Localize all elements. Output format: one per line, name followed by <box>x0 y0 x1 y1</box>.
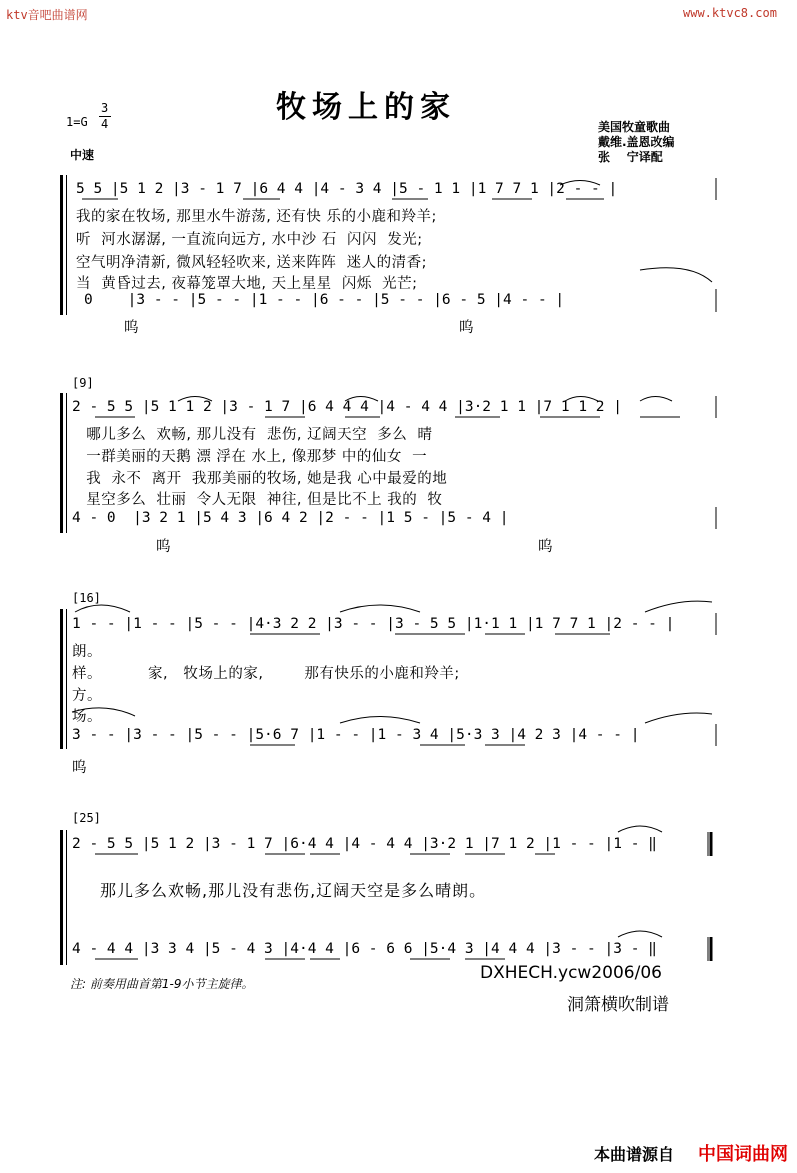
lyrics-verse-4: 当 黄昏过去, 夜幕笼罩大地, 天上星星 闪烁 光芒; <box>76 276 418 292</box>
lower-voice-lyric: 呜 <box>538 539 553 555</box>
lower-voice-lyric: 呜 <box>156 539 171 555</box>
lyrics-verse-4: 星空多么 壮丽 令人无限 神往, 但是比不上 我的 牧 <box>76 492 443 508</box>
lyrics-verse-2: 听 河水潺潺, 一直流向远方, 水中沙 石 闪闪 发光; <box>76 232 423 248</box>
lyrics-verse-2: 一群美丽的天鹅 漂 浮在 水上, 像那梦 中的仙女 一 <box>76 449 428 465</box>
maker-signature: DXHECH.ycw2006/06 <box>480 963 662 983</box>
watermark-left: ktv音吧曲谱网 <box>6 8 88 22</box>
slur <box>640 397 672 402</box>
upper-voice-notes: 2 - 5 5 |5 1 2 |3 - 1 7 |6·4 4 |4 - 4 4 |3·2 1 |7 1 2 |1 - - |1 - ‖ <box>72 836 657 852</box>
slur <box>560 181 600 186</box>
slur <box>640 268 712 282</box>
footnote: 注: 前奏用曲首第1-9小节主旋律。 <box>70 977 254 991</box>
upper-voice-notes: 1 - - |1 - - |5 - - |4·3 2 2 |3 - - |3 - 5 5 |1·1 1 |1 7 7 1 |2 - - | <box>72 616 675 632</box>
lyrics-verse-1: 我的家在牧场, 那里水牛游荡, 还有快 乐的小鹿和羚羊; <box>76 209 437 225</box>
upper-voice-notes: 5 5 |5 1 2 |3 - 1 7 |6 4 4 |4 - 3 4 |5 - 1 1 |1 7 7 1 |2 - - | <box>76 181 618 197</box>
footer-source-label: 本曲谱源自 <box>594 1145 675 1164</box>
lower-voice-lyric: 呜 <box>72 760 87 776</box>
lyrics-verse-3: 空气明净清新, 微风轻轻吹来, 送来阵阵 迷人的清香; <box>76 255 428 271</box>
upper-voice-notes: 2 - 5 5 |5 1 1 2 |3 - 1 7 |6 4 4 4 |4 - 4 4 |3·2 1 1 |7 1 1 2 | <box>72 399 622 415</box>
slur <box>72 708 135 716</box>
credit-line-3: 张 宁译配 <box>598 150 663 164</box>
measure-number: [9] <box>72 376 94 390</box>
slur <box>618 931 662 937</box>
slur <box>178 397 212 402</box>
slur <box>340 605 420 612</box>
lyrics-verse-3: 我 永不 离开 我那美丽的牧场, 她是我 心中最爱的地 <box>76 471 448 487</box>
slur <box>618 826 662 832</box>
time-signature-top: 3 <box>101 101 109 115</box>
measure-number: [16] <box>72 591 101 605</box>
lower-voice-notes: 3 - - |3 - - |5 - - |5·6 7 |1 - - |1 - 3 4 |5·3 3 |4 2 3 |4 - - | <box>72 727 640 743</box>
watermark-right: www.ktvc8.com <box>683 6 777 20</box>
lower-voice-lyric: 呜 <box>124 320 139 336</box>
slur <box>645 713 712 723</box>
lyrics-verse-1: 那儿多么欢畅,那儿没有悲伤,辽阔天空是多么晴朗。 <box>100 881 487 900</box>
lyrics-verse-1: 哪儿多么 欢畅, 那儿没有 悲伤, 辽阔天空 多么 晴 <box>76 427 433 443</box>
lower-voice-notes: 4 - 0 |3 2 1 |5 4 3 |6 4 2 |2 - - |1 5 - |5 - 4 | <box>72 510 509 526</box>
maker-name: 洞箫横吹制谱 <box>567 995 669 1015</box>
lower-voice-notes: 4 - 4 4 |3 3 4 |5 - 4 3 |4·4 4 |6 - 6 6 |5·4 3 |4 4 4 |3 - - |3 - ‖ <box>72 941 657 957</box>
time-signature-bottom: 4 <box>101 117 109 131</box>
lower-voice-lyric: 呜 <box>459 320 474 336</box>
song-title: 牧场上的家 <box>276 90 456 125</box>
tempo-marking: 中速 <box>70 148 95 162</box>
footer-site-link[interactable]: 中国词曲网 <box>698 1144 788 1165</box>
slur <box>645 601 712 612</box>
lyrics-verse-4: 场。 <box>72 709 102 725</box>
lyrics-verse-1: 朗。 <box>72 644 102 660</box>
credit-line-1: 美国牧童歌曲 <box>598 120 671 134</box>
slur <box>565 397 598 402</box>
slur <box>345 397 378 402</box>
lyrics-verse-3: 方。 <box>72 688 102 704</box>
lyrics-verse-2: 样。 家, 牧场上的家, 那有快乐的小鹿和羚羊; <box>72 666 460 682</box>
measure-number: [25] <box>72 811 101 825</box>
slur <box>75 605 130 612</box>
lower-voice-notes: 0 |3 - - |5 - - |1 - - |6 - - |5 - - |6 - 5 |4 - - | <box>84 292 565 308</box>
slur <box>340 717 420 724</box>
key-signature: 1=G <box>66 115 88 129</box>
credit-line-2: 戴维.盖恩改编 <box>598 135 675 149</box>
